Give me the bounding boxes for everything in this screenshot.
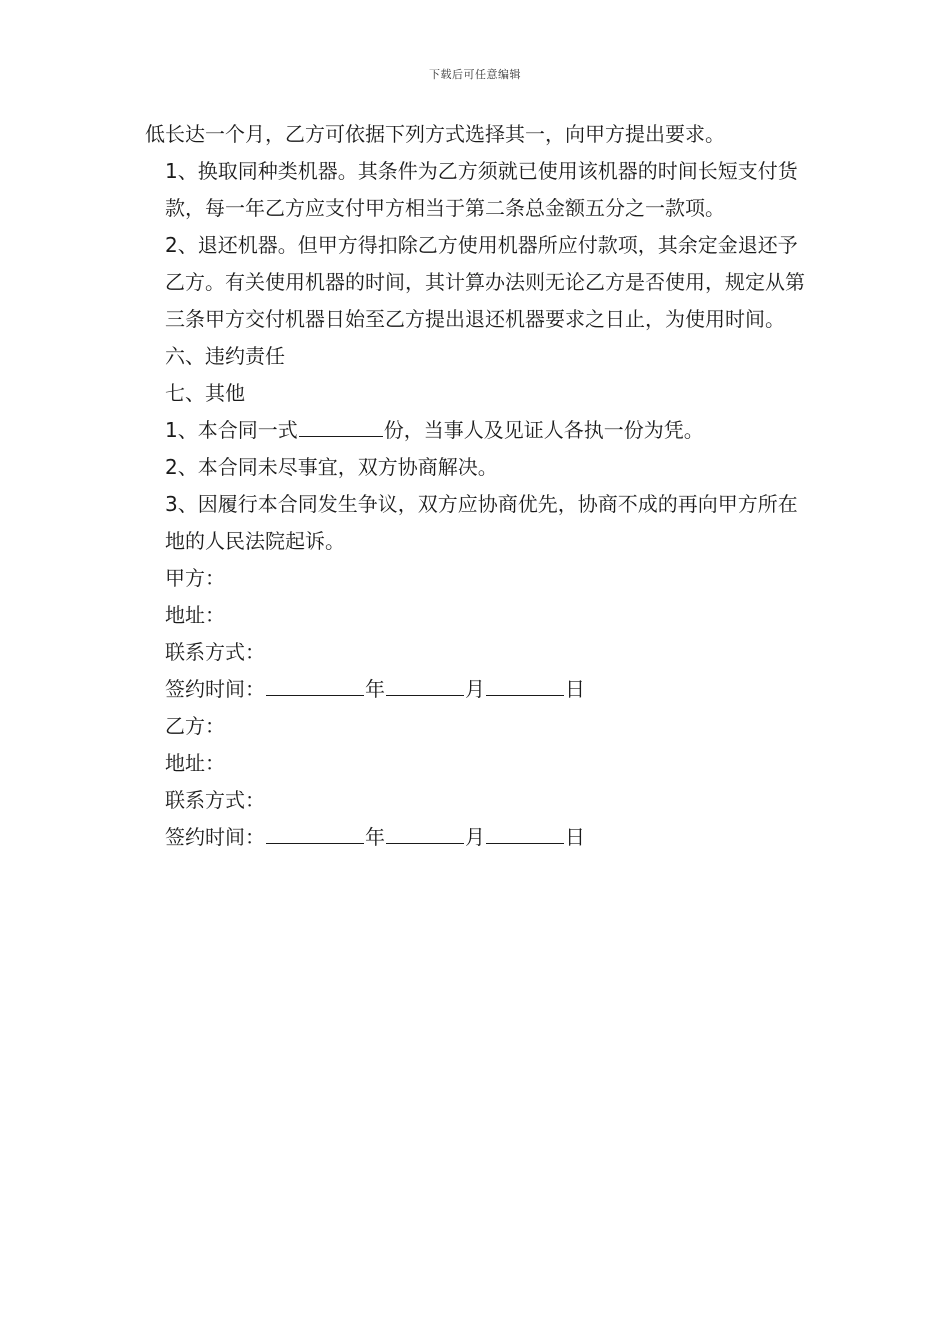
party-a-sign-time [145,671,810,708]
party-b-month-label: 月 [465,825,485,849]
clause-dispute-resolution: 3、因履行本合同发生争议，双方应协商优先，协商不成的再向甲方所在地的人民法院起诉。 [165,492,798,553]
party-b-day-blank[interactable] [486,821,564,844]
party-a-year-label: 年 [365,677,385,701]
party-b-address-label: 地址： [165,751,225,775]
party-b-year-blank[interactable] [266,821,364,844]
party-a-month-blank[interactable] [386,673,464,696]
party-b-sign-time-label: 签约时间： [165,825,265,849]
intro-paragraph: 低长达一个月，乙方可依据下列方式选择其一，向甲方提出要求。 [145,122,725,146]
party-b-sign-time [145,819,810,856]
party-b-name-label: 乙方： [165,714,225,738]
party-b-year-label: 年 [365,825,385,849]
party-a-address-label: 地址： [165,603,225,627]
party-b-contact-label: 联系方式： [165,788,265,812]
section-other: 七、其他 [165,381,245,405]
party-a-name-label: 甲方： [165,566,225,590]
clause-copies-suffix: 份，当事人及见证人各执一份为凭。 [383,418,704,442]
party-a-year-blank[interactable] [266,673,364,696]
clause-copies-prefix: 1、本合同一式 [165,418,298,442]
copies-blank[interactable] [299,414,383,437]
section-breach-liability: 六、违约责任 [165,344,285,368]
party-a-day-blank[interactable] [486,673,564,696]
clause-return-machine: 2、退还机器。但甲方得扣除乙方使用机器所应付款项，其余定金退还予乙方。有关使用机器的时间，其计算办法则无论乙方是否使用，规定从第三条甲方交付机器日始至乙方提出退还机器要求之日止，为使用时间。 [165,233,805,331]
clause-exchange-machine: 1、换取同种类机器。其条件为乙方须就已使用该机器的时间长短支付货款，每一年乙方应支付甲方相当于第二条总金额五分之一款项。 [165,159,798,220]
party-a-contact-label: 联系方式： [165,640,265,664]
clause-unresolved-matters: 2、本合同未尽事宜，双方协商解决。 [165,455,498,479]
document-body [145,116,810,856]
party-a-sign-time-label: 签约时间： [165,677,265,701]
page-header-note: 下载后可任意编辑 [429,68,521,81]
party-a-month-label: 月 [465,677,485,701]
clause-copies [145,412,810,449]
party-b-day-label: 日 [565,825,585,849]
party-b-month-blank[interactable] [386,821,464,844]
party-a-day-label: 日 [565,677,585,701]
